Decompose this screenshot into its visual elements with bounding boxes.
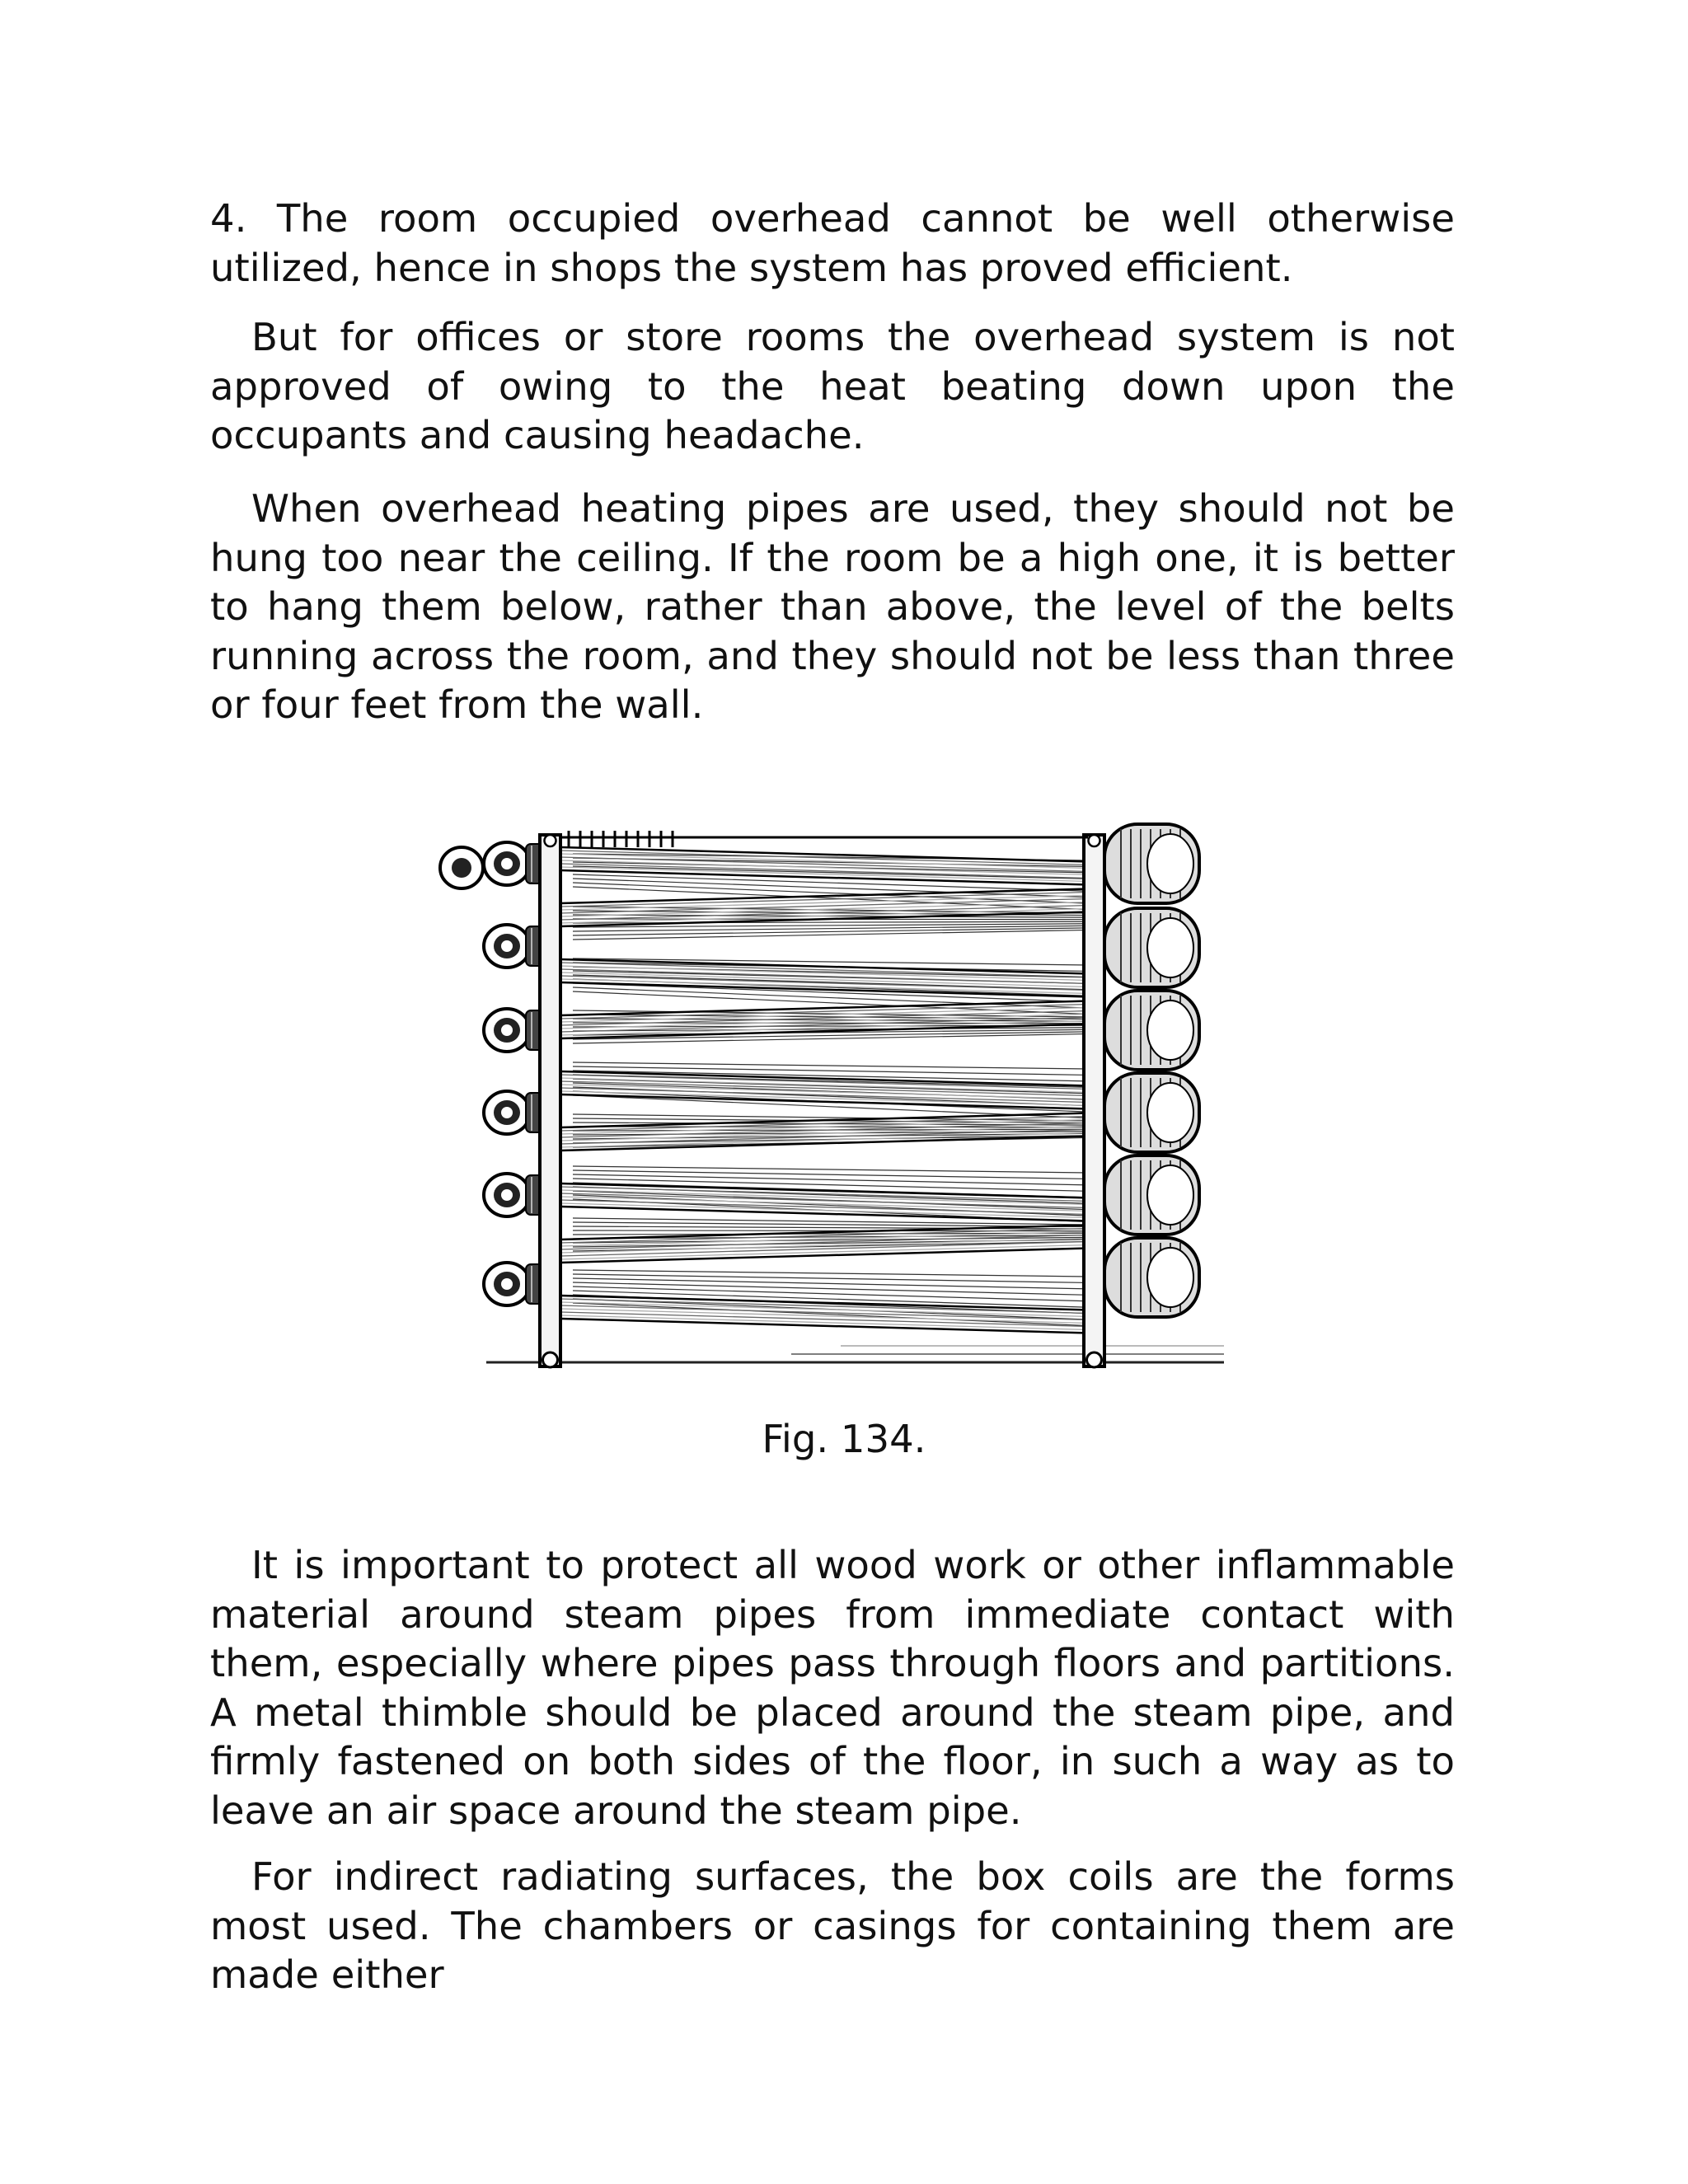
pipe-fitting-bore: [501, 940, 513, 952]
frame-bolt: [543, 1352, 558, 1367]
paragraph-overhead-pipes-hanging: When overhead heating pipes are used, they should not be hung too near the ceiling. If the room be a high one, it is better to hang them below, rather than above, the level of the belts running across the room, and they should not be less than three or four feet from the wall.: [210, 486, 1455, 727]
coil-pipe: [560, 888, 1104, 926]
coil-pipe: [560, 959, 1104, 997]
return-bend-highlight: [1147, 834, 1193, 893]
back-pipe-hatch: [573, 921, 1088, 923]
paragraph-indirect-radiating: For indirect radiating surfaces, the box coils are the forms most used. The chambers or casings for containing them are made either: [210, 1854, 1455, 1997]
return-bend-highlight: [1147, 1248, 1193, 1307]
return-bend-highlight: [1147, 918, 1193, 977]
back-pipe-hatch: [573, 1278, 1088, 1289]
frame-bar: [1084, 835, 1104, 1366]
pipe-fitting-bore: [501, 1107, 513, 1118]
pipe-fitting-bore: [501, 1278, 513, 1290]
pipe-fitting-bore: [501, 1189, 513, 1201]
back-pipe-hatch: [573, 1015, 1088, 1019]
pipe-fitting-core: [452, 858, 471, 878]
paragraph-protect-woodwork: It is important to protect all wood work or other inflammable material around steam pipes from immediate contact with them, especially where pipes pass through floors and partitions. A metal thimble should be placed around the steam pipe, and firmly fastened on both sides of the floor, in such a way as to leave an air space around the steam pipe.: [210, 1543, 1455, 1833]
paragraph-offices-store-rooms: But for offices or store rooms the overhead system is not approved of owing to the heat beating down upon the occupants and causing headache.: [210, 315, 1455, 457]
coil-pipe: [560, 1071, 1104, 1109]
box-coil-radiator-illustration: [429, 814, 1240, 1375]
coil-pipe: [560, 1113, 1104, 1151]
frame-bolt: [545, 835, 556, 846]
return-bend-highlight: [1147, 1165, 1193, 1225]
paragraph-overhead-room: 4. The room occupied overhead cannot be well otherwise utilized, hence in shops the system has proved efficient.: [210, 196, 1455, 290]
box-coil-figure: [429, 814, 1240, 1375]
frame-bolt: [1089, 835, 1100, 846]
return-bend-highlight: [1147, 1083, 1193, 1142]
back-pipe-hatch: [573, 1174, 1088, 1185]
coil-pipe: [560, 847, 1104, 885]
back-pipe-hatch: [573, 1222, 1088, 1227]
frame-bar: [540, 835, 560, 1366]
return-bend-highlight: [1147, 1001, 1193, 1060]
pipe-fitting-bore: [501, 858, 513, 869]
figure-caption: Fig. 134.: [762, 1417, 926, 1461]
pipe-fitting-bore: [501, 1024, 513, 1036]
frame-bolt: [1087, 1352, 1102, 1367]
